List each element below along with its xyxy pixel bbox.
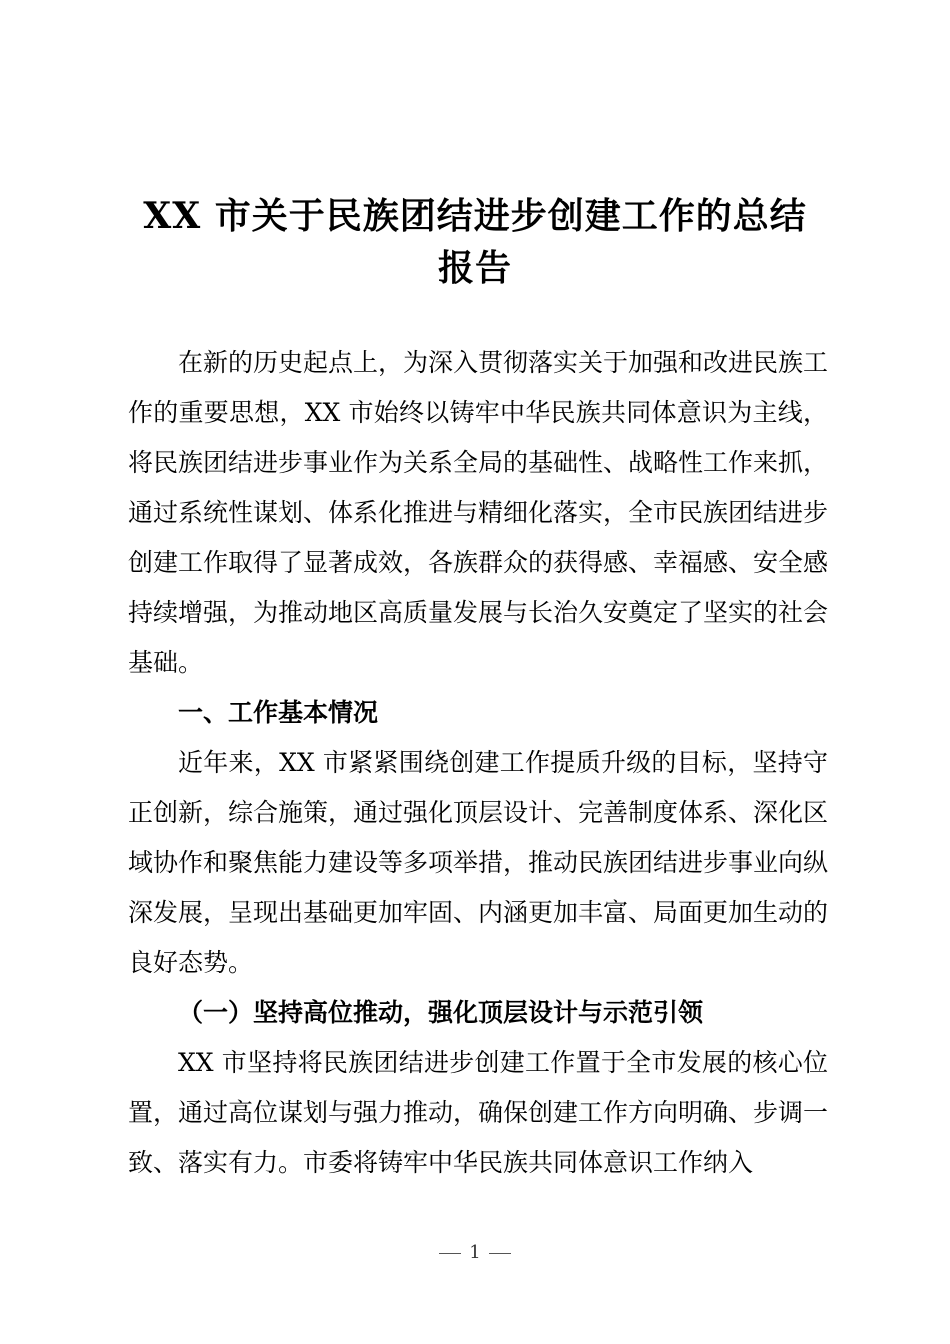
document-title bbox=[100, 190, 850, 294]
footer-dash-left bbox=[439, 1253, 461, 1254]
section-heading: 一、工作基本情况 bbox=[178, 698, 379, 727]
title-line-1: XX 市关于民族团结进步创建工作的总结 bbox=[143, 195, 807, 237]
footer-dash-right bbox=[489, 1253, 511, 1254]
document-body bbox=[128, 338, 828, 1188]
section-paragraph: 近年来，XX 市紧紧围绕创建工作提质升级的目标，坚持守正创新，综合施策，通过强化顶层设计、完善制度体系、深化区域协作和聚焦能力建设等多项举措，推动民族团结进步事业向纵深发展，呈现出基础更加牢固、内涵更加丰富、局面更加生动的良好态势。 bbox=[128, 748, 829, 977]
page-footer bbox=[0, 1242, 950, 1263]
title-line-2: 报告 bbox=[437, 247, 512, 289]
intro-paragraph: 在新的历史起点上，为深入贯彻落实关于加强和改进民族工作的重要思想，XX 市始终以铸牢中华民族共同体意识为主线，将民族团结进步事业作为关系全局的基础性、战略性工作来抓，通过系统性谋划、体系化推进与精细化落实，全市民族团结进步创建工作取得了显著成效，各族群众的获得感、幸福感、安全感持续增强，为推动地区高质量发展与长治久安奠定了坚实的社会基础。 bbox=[128, 348, 829, 677]
subsection-paragraph: XX 市坚持将民族团结进步创建工作置于全市发展的核心位置，通过高位谋划与强力推动，确保创建工作方向明确、步调一致、落实有力。市委将铸牢中华民族共同体意识工作纳入 bbox=[128, 1048, 829, 1177]
page-number: 1 bbox=[469, 1242, 481, 1263]
subsection-heading: （一）坚持高位推动，强化顶层设计与示范引领 bbox=[178, 998, 704, 1027]
